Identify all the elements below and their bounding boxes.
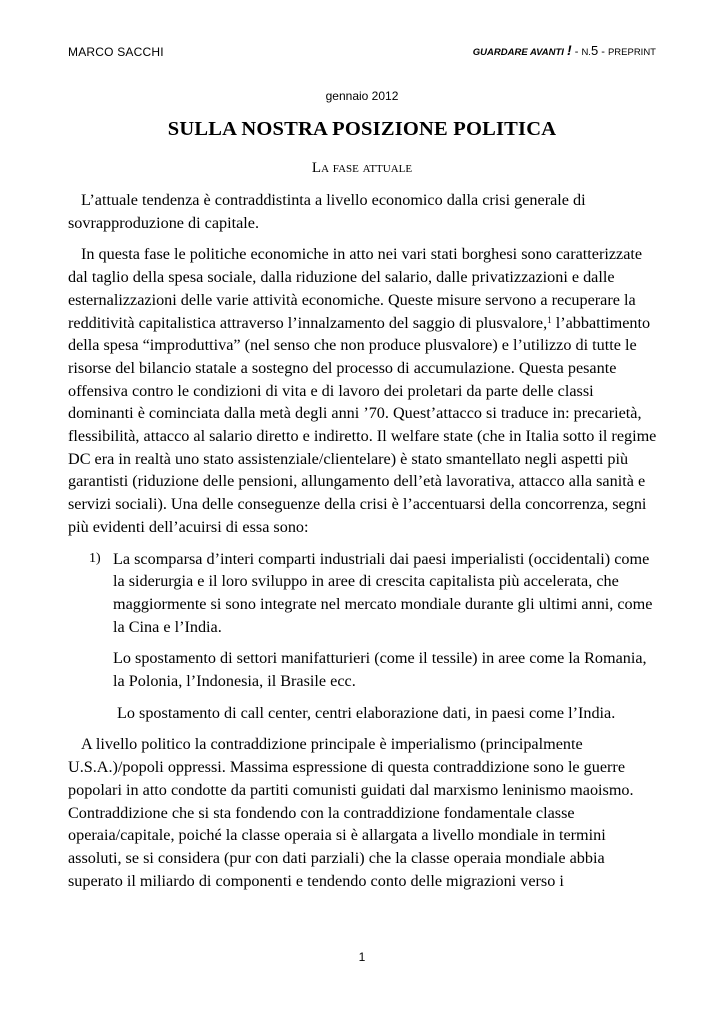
series-mark: !: [566, 42, 572, 58]
document-date: gennaio 2012: [325, 89, 399, 103]
numbered-list: [68, 548, 658, 693]
paragraph-text: In questa fase le politiche economiche in atto nei vari stati borghesi sono caratterizzate dal taglio della spesa sociale, dalla riduzione del salario, dalle privatizzazioni e dalle esternalizzazioni delle varie attività economiche. Queste misure servono a recuperare la redditività capitalistica attraverso l’innalzamento del saggio di plusvalore,: [68, 245, 643, 332]
list-marker: 1): [89, 550, 101, 566]
series-title: GUARDARE AVANTI: [472, 47, 564, 58]
list-item: La scomparsa d’interi comparti industriali dai paesi imperialisti (occidentali) come la siderurgia e il loro sviluppo in aree di crescita capitalista più accelerata, che maggiormente si sono integrate nel mercato mondiale durante gli ultimi anni, come la Cina e l’India.: [113, 549, 653, 636]
header-author: MARCO SACCHI: [68, 45, 164, 59]
status-label: PREPRINT: [607, 47, 656, 58]
paragraph-text: l’abbattimento della spesa “improduttiva” (nel senso che non produce plusvalore) e l’utilizzo di tutte le risorse del bilancio statale a sostegno del processo di accumulazione. Questa pesante offensiva contro le condizioni di vita e di lavoro dei proletari da parte delle classi dominanti è cominciata dalla metà degli anni ’70. Quest’attacco si traduce in: precarietà, flessibilità, attacco al salario diretto e indiretto. Il welfare state (che in Italia sotto il regime DC era in realtà uno stato assistenziale/clientelare) è stato smantellato negli aspetti più garantisti (riduzione delle pensioni, allungamento dell’età lavorativa, attacco alla sanità e servizi sociali). Una delle conseguenze della crisi è l’accentuarsi della concorrenza, segni più evidenti dell’acuirsi di essa sono:: [68, 313, 657, 536]
section-subtitle: La fase attuale: [311, 160, 413, 176]
header-series: [473, 42, 656, 58]
header-separator: -: [571, 46, 582, 58]
paragraph: L’attuale tendenza è contraddistinta a livello economico dalla crisi generale di sovrapproduzione di capitale.: [68, 191, 586, 232]
footnote-ref[interactable]: 1: [547, 314, 552, 325]
issue-number: 5: [590, 43, 599, 58]
list-item-continuation: Lo spostamento di call center, centri elaborazione dati, in paesi come l’India.: [117, 703, 616, 722]
header-separator: -: [598, 46, 608, 58]
document-body: [68, 189, 658, 901]
paragraph: A livello politico la contraddizione principale è imperialismo (principalmente U.S.A.)/popoli oppressi. Massima espressione di questa contraddizione sono le guerre popolari in atto condotte da partiti comunisti guidati dal marxismo leninismo maoismo. Contraddizione che si sta fondendo con la contraddizione fondamentale classe operaia/capitale, poiché la classe operaia si è allargata a livello mondiale in termini assoluti, se si considera (pur con dati parziali) che la classe operaia mondiale abbia superato il miliardo di componenti e tendendo conto delle migrazioni verso i: [68, 735, 634, 890]
paragraph: [68, 243, 658, 538]
document-title: SULLA NOSTRA POSIZIONE POLITICA: [167, 118, 557, 140]
page-number: 1: [358, 950, 366, 964]
list-item-continuation: Lo spostamento di settori manifatturieri (come il tessile) in aree come la Romania, la Polonia, l’Indonesia, il Brasile ecc.: [113, 649, 647, 691]
number-prefix: N.: [581, 47, 591, 58]
